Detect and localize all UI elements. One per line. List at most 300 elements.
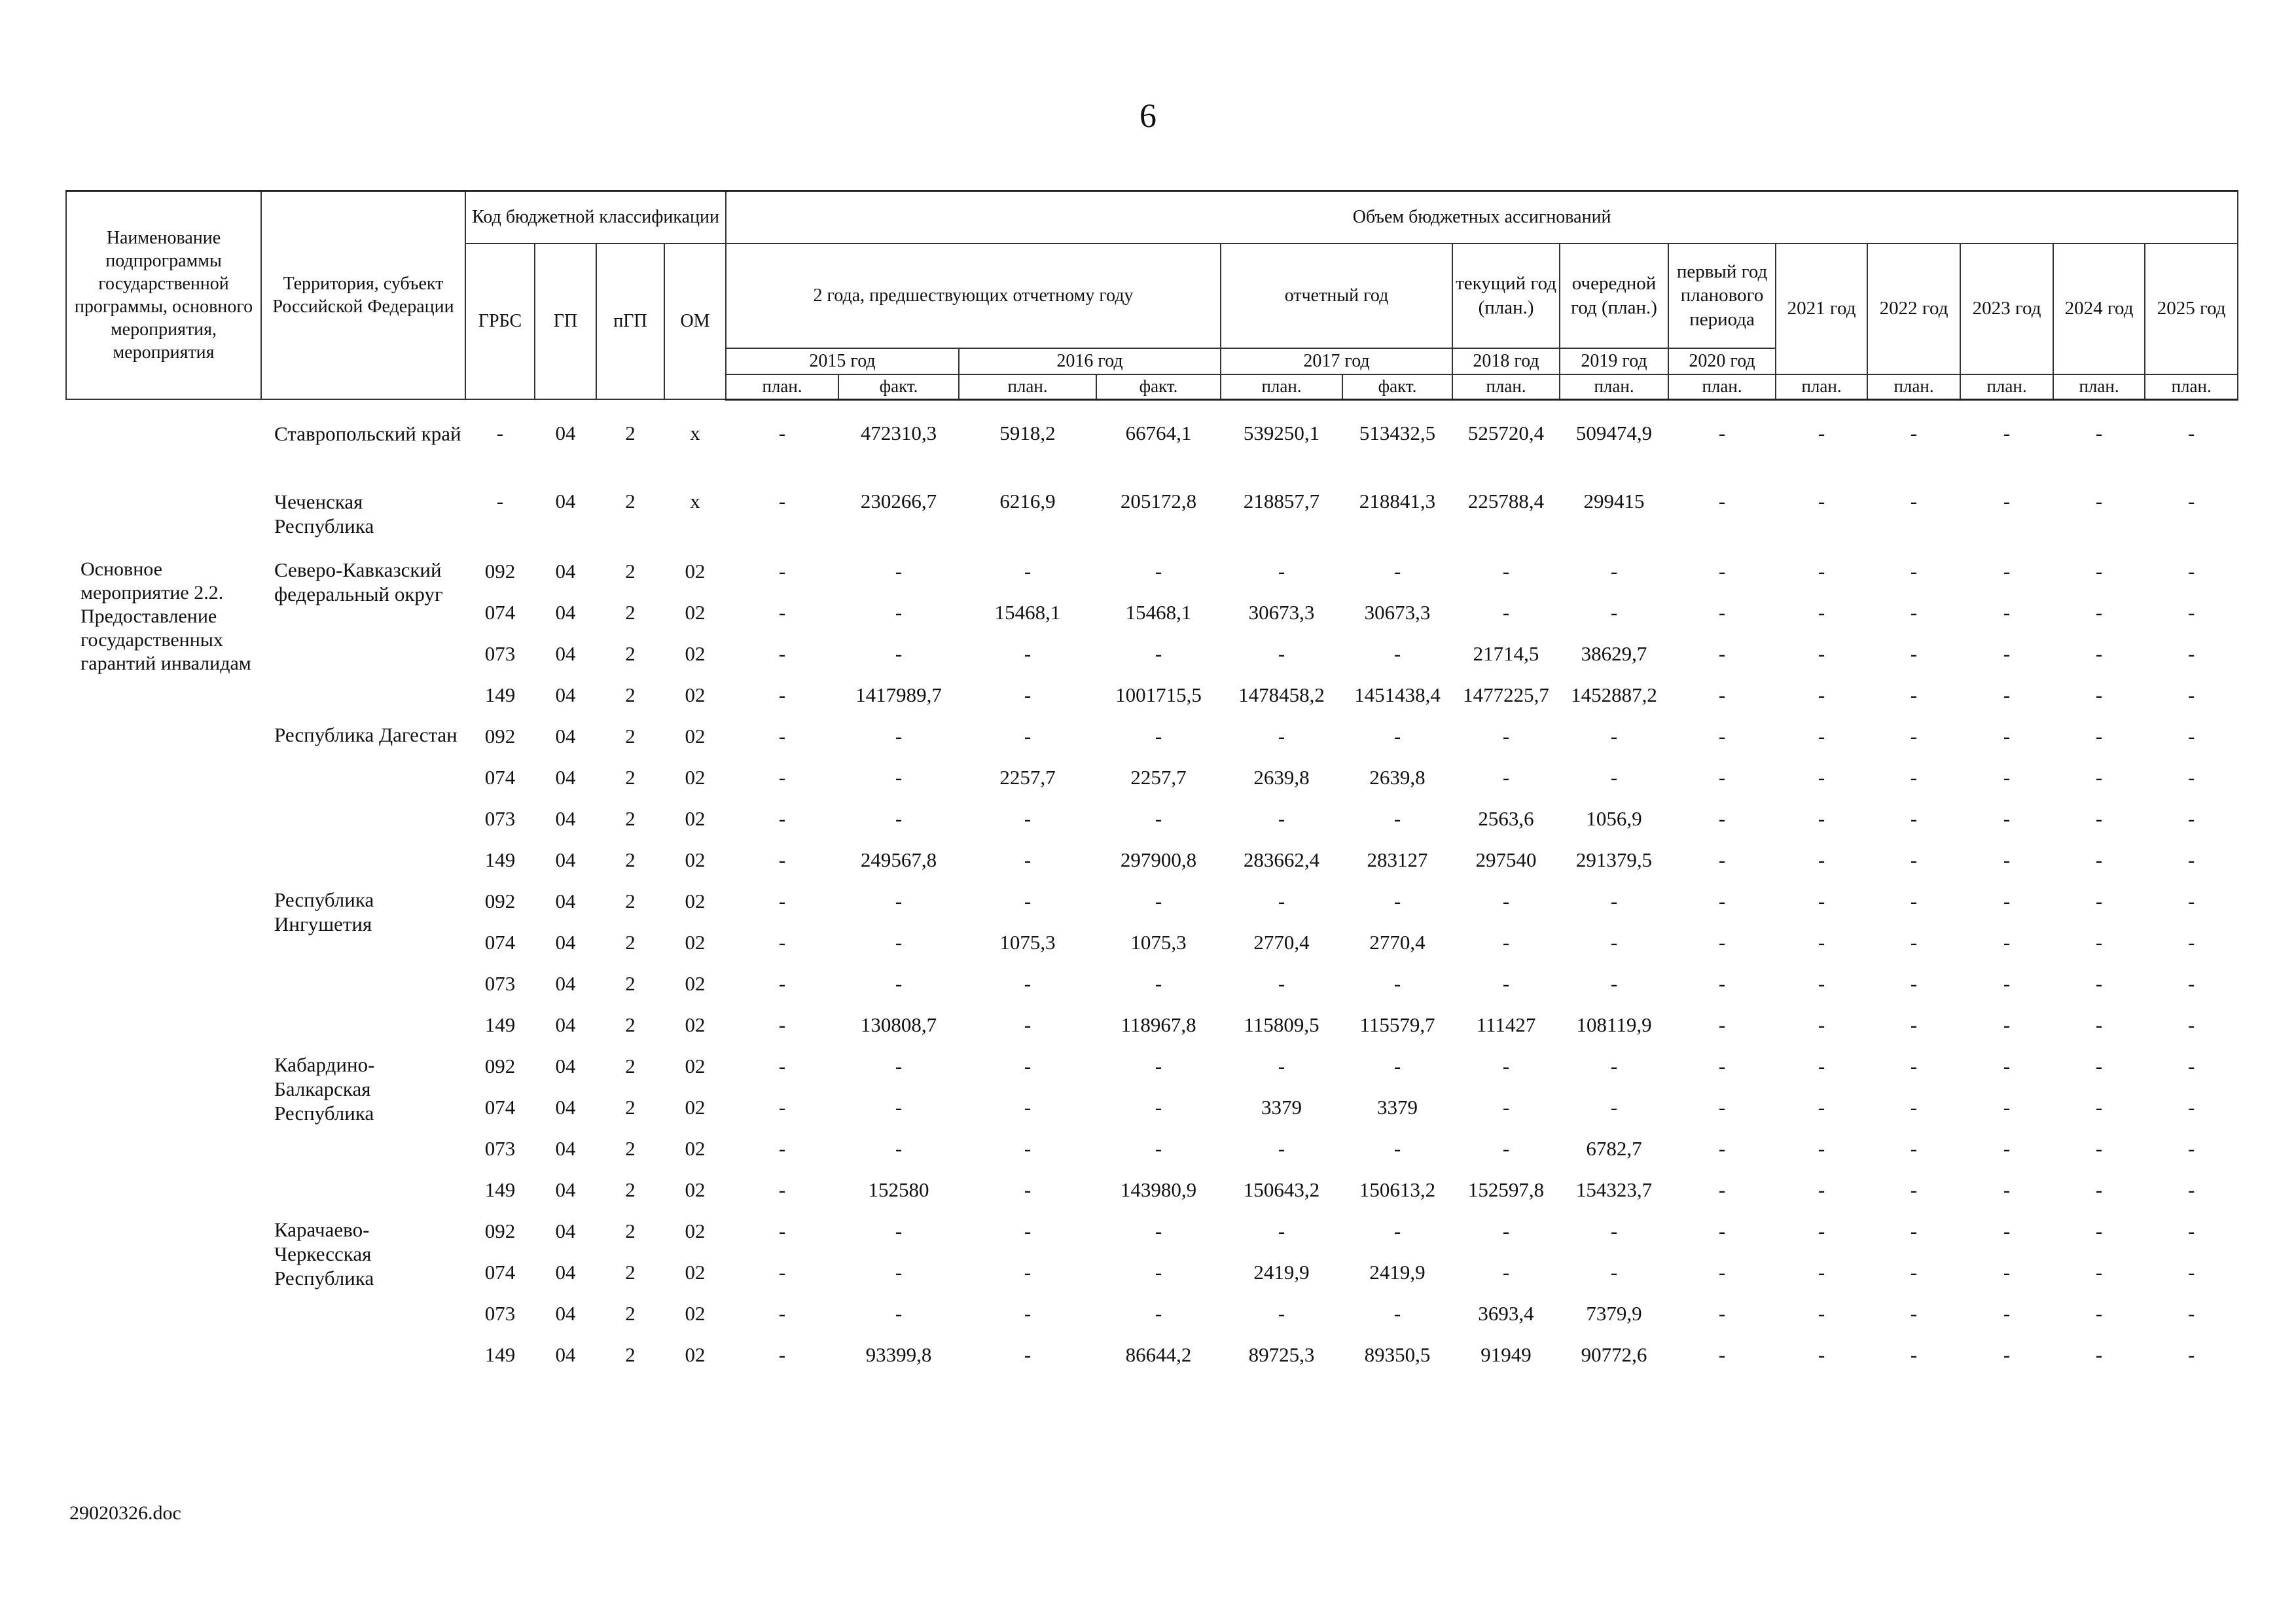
- code-om-cell: 02: [685, 1096, 706, 1119]
- code-om-cell: 02: [685, 1013, 706, 1036]
- value-cell: -: [1910, 807, 1918, 830]
- value-cell: 152580: [868, 1178, 929, 1201]
- value-cell: -: [2187, 890, 2195, 912]
- value-cell: -: [895, 1055, 903, 1077]
- code-pgp-cell: 2: [625, 848, 636, 871]
- code-gp-cell: 04: [555, 1261, 576, 1284]
- value-cell: -: [2095, 1137, 2103, 1160]
- value-cell: -: [1024, 725, 1031, 748]
- code-gp-cell: 04: [555, 560, 576, 583]
- value-cell: -: [1818, 642, 1825, 665]
- value-cell: 21714,5: [1473, 642, 1539, 665]
- code-om-cell: 02: [685, 1343, 706, 1366]
- value-cell: -: [1818, 931, 1825, 954]
- value-cell: 283662,4: [1243, 848, 1320, 871]
- value-cell: -: [1393, 1219, 1401, 1242]
- value-cell: -: [1818, 560, 1825, 583]
- value-cell: -: [1718, 890, 1726, 912]
- value-cell: -: [778, 890, 786, 912]
- code-gp-cell: 04: [555, 766, 576, 789]
- header-om: ОМ: [664, 244, 726, 400]
- value-cell: 91949: [1480, 1343, 1532, 1366]
- value-cell: -: [1910, 890, 1918, 912]
- code-grbs-cell: 092: [484, 890, 516, 912]
- value-cell: -: [1393, 1055, 1401, 1077]
- value-cell: -: [895, 725, 903, 748]
- header-gp: ГП: [535, 244, 596, 400]
- value-cell: -: [2187, 1302, 2195, 1325]
- value-cell: -: [1718, 1055, 1726, 1077]
- value-cell: -: [1910, 683, 1918, 706]
- value-cell: -: [1024, 1013, 1031, 1036]
- value-cell: -: [1278, 807, 1285, 830]
- value-cell: 1056,9: [1586, 807, 1642, 830]
- value-cell: 7379,9: [1586, 1302, 1642, 1325]
- value-cell: 1451438,4: [1354, 683, 1441, 706]
- value-cell: 291379,5: [1575, 848, 1653, 871]
- value-cell: -: [895, 601, 903, 624]
- code-om-cell: 02: [685, 560, 706, 583]
- value-cell: -: [1278, 890, 1285, 912]
- value-cell: -: [1278, 1219, 1285, 1242]
- value-cell: -: [2095, 848, 2103, 871]
- value-cell: 299415: [1583, 489, 1645, 513]
- value-cell: 1477225,7: [1463, 683, 1549, 706]
- value-cell: -: [2003, 1096, 2011, 1119]
- header-year-2019: 2019 год: [1560, 348, 1668, 374]
- code-gp-cell: 04: [555, 1178, 576, 1201]
- value-cell: -: [1393, 560, 1401, 583]
- value-cell: 150613,2: [1359, 1178, 1436, 1201]
- value-cell: -: [2187, 972, 2195, 995]
- value-cell: 525720,4: [1467, 421, 1545, 444]
- value-cell: -: [1024, 1302, 1031, 1325]
- value-cell: -: [1155, 725, 1162, 748]
- code-grbs-cell: 092: [484, 725, 516, 748]
- table-body: [66, 399, 2238, 1376]
- header-current-year: текущий год (план.): [1452, 244, 1560, 348]
- header-year-2025: 2025 год: [2145, 244, 2238, 374]
- budget-table: [65, 190, 2238, 1376]
- value-cell: 115809,5: [1244, 1013, 1319, 1036]
- value-cell: -: [895, 642, 903, 665]
- value-cell: -: [2095, 972, 2103, 995]
- value-cell: -: [2003, 1013, 2011, 1036]
- value-cell: -: [1502, 560, 1510, 583]
- value-cell: 3379: [1377, 1096, 1418, 1119]
- code-pgp-cell: 2: [625, 1178, 636, 1201]
- value-cell: -: [1155, 1055, 1162, 1077]
- header-volume-group: Объем бюджетных ассигнований: [726, 191, 2238, 244]
- value-cell: -: [778, 931, 786, 954]
- value-cell: -: [2187, 1137, 2195, 1160]
- value-cell: -: [1610, 1096, 1618, 1119]
- value-cell: -: [2187, 601, 2195, 624]
- value-cell: -: [1278, 642, 1285, 665]
- value-cell: -: [1718, 725, 1726, 748]
- code-pgp-cell: 2: [625, 1096, 636, 1119]
- value-cell: -: [2095, 421, 2103, 444]
- value-cell: -: [2095, 766, 2103, 789]
- code-gp-cell: 04: [555, 1302, 576, 1325]
- value-cell: -: [2187, 1013, 2195, 1036]
- value-cell: 1075,3: [999, 931, 1056, 954]
- value-cell: -: [2187, 1261, 2195, 1284]
- value-cell: -: [1610, 601, 1618, 624]
- value-cell: 3693,4: [1478, 1302, 1534, 1325]
- code-pgp-cell: 2: [625, 421, 636, 444]
- value-cell: -: [1818, 1096, 1825, 1119]
- value-cell: -: [1502, 1219, 1510, 1242]
- value-cell: 225788,4: [1467, 489, 1545, 513]
- code-om-cell: х: [690, 421, 700, 444]
- value-cell: -: [1910, 601, 1918, 624]
- value-cell: 297540: [1475, 848, 1537, 871]
- value-cell: -: [1024, 890, 1031, 912]
- value-cell: -: [1024, 1137, 1031, 1160]
- value-cell: -: [2187, 642, 2195, 665]
- value-cell: -: [2095, 725, 2103, 748]
- value-cell: -: [1393, 890, 1401, 912]
- value-cell: -: [1818, 890, 1825, 912]
- code-gp-cell: 04: [555, 725, 576, 748]
- value-cell: -: [1393, 1137, 1401, 1160]
- value-cell: -: [1818, 421, 1825, 444]
- value-cell: -: [2003, 890, 2011, 912]
- value-cell: -: [1718, 1137, 1726, 1160]
- value-cell: 2419,9: [1253, 1261, 1310, 1284]
- value-cell: -: [2187, 1219, 2195, 1242]
- measure-name-cell-empty: [66, 483, 261, 551]
- value-cell: -: [1718, 972, 1726, 995]
- measure-name-cell-empty: [66, 415, 261, 483]
- code-pgp-cell: 2: [625, 766, 636, 789]
- value-cell: -: [1818, 972, 1825, 995]
- value-cell: -: [1718, 601, 1726, 624]
- page-number: 6: [1139, 98, 1157, 135]
- value-cell: -: [2003, 1137, 2011, 1160]
- subheader-plan: план.: [1452, 374, 1560, 400]
- value-cell: -: [2095, 1096, 2103, 1119]
- value-cell: -: [2187, 725, 2195, 748]
- header-next-year: очередной год (план.): [1560, 244, 1668, 348]
- value-cell: -: [1155, 1137, 1162, 1160]
- document-filename: 29020326.doc: [69, 1502, 181, 1524]
- code-pgp-cell: 2: [625, 807, 636, 830]
- value-cell: -: [895, 890, 903, 912]
- value-cell: -: [2095, 1261, 2103, 1284]
- code-gp-cell: 04: [555, 848, 576, 871]
- value-cell: -: [1024, 1178, 1031, 1201]
- value-cell: -: [895, 1261, 903, 1284]
- code-gp-cell: 04: [555, 1137, 576, 1160]
- value-cell: -: [1024, 807, 1031, 830]
- code-pgp-cell: 2: [625, 972, 636, 995]
- value-cell: -: [1818, 601, 1825, 624]
- value-cell: -: [1155, 972, 1162, 995]
- header-year-2017: 2017 год: [1221, 348, 1452, 374]
- code-om-cell: 02: [685, 972, 706, 995]
- code-pgp-cell: 2: [625, 560, 636, 583]
- value-cell: -: [1818, 1013, 1825, 1036]
- code-pgp-cell: 2: [625, 1013, 636, 1036]
- code-grbs-cell: 073: [484, 1137, 516, 1160]
- header-year-2018: 2018 год: [1452, 348, 1560, 374]
- value-cell: 472310,3: [860, 421, 937, 444]
- value-cell: -: [1910, 1013, 1918, 1036]
- value-cell: -: [1718, 1219, 1726, 1242]
- code-pgp-cell: 2: [625, 489, 636, 513]
- value-cell: -: [2187, 766, 2195, 789]
- value-cell: -: [2095, 1343, 2103, 1366]
- value-cell: 297900,8: [1120, 848, 1197, 871]
- header-year-2022: 2022 год: [1867, 244, 1960, 374]
- header-pgp: пГП: [596, 244, 664, 400]
- value-cell: -: [778, 848, 786, 871]
- value-cell: -: [1718, 683, 1726, 706]
- value-cell: -: [2003, 1343, 2011, 1366]
- value-cell: -: [2003, 766, 2011, 789]
- value-cell: -: [1155, 890, 1162, 912]
- value-cell: -: [1818, 1261, 1825, 1284]
- code-gp-cell: 04: [555, 421, 576, 444]
- value-cell: 539250,1: [1243, 421, 1320, 444]
- code-om-cell: 02: [685, 848, 706, 871]
- subheader-plan: план.: [1776, 374, 1867, 400]
- value-cell: -: [2003, 725, 2011, 748]
- value-cell: 2639,8: [1369, 766, 1426, 789]
- value-cell: -: [1024, 1219, 1031, 1242]
- value-cell: -: [1278, 725, 1285, 748]
- value-cell: -: [1155, 1261, 1162, 1284]
- value-cell: -: [1610, 972, 1618, 995]
- code-gp-cell: 04: [555, 1096, 576, 1119]
- value-cell: -: [1502, 1096, 1510, 1119]
- code-gp-cell: 04: [555, 683, 576, 706]
- value-cell: -: [1818, 1219, 1825, 1242]
- value-cell: -: [778, 1302, 786, 1325]
- header-two-years: 2 года, предшествующих отчетному году: [726, 244, 1221, 348]
- code-pgp-cell: 2: [625, 1343, 636, 1366]
- value-cell: -: [895, 1096, 903, 1119]
- value-cell: -: [2187, 560, 2195, 583]
- value-cell: -: [2003, 1261, 2011, 1284]
- value-cell: -: [895, 972, 903, 995]
- value-cell: -: [1718, 560, 1726, 583]
- value-cell: -: [1155, 1219, 1162, 1242]
- value-cell: -: [2187, 1343, 2195, 1366]
- header-year-2015: 2015 год: [726, 348, 959, 374]
- value-cell: -: [778, 601, 786, 624]
- value-cell: -: [1910, 766, 1918, 789]
- code-gp-cell: 04: [555, 1343, 576, 1366]
- value-cell: -: [1910, 848, 1918, 871]
- value-cell: -: [1024, 848, 1031, 871]
- value-cell: -: [1910, 1055, 1918, 1077]
- code-pgp-cell: 2: [625, 683, 636, 706]
- value-cell: -: [2003, 683, 2011, 706]
- table-row: [66, 1046, 2238, 1087]
- code-grbs-cell: 074: [484, 601, 516, 624]
- table-row: [66, 551, 2238, 592]
- subheader-fact: факт.: [1342, 374, 1452, 400]
- value-cell: -: [2095, 1302, 2103, 1325]
- value-cell: 2257,7: [999, 766, 1056, 789]
- value-cell: -: [895, 931, 903, 954]
- value-cell: 89725,3: [1248, 1343, 1315, 1366]
- value-cell: 15468,1: [994, 601, 1061, 624]
- code-om-cell: 02: [685, 683, 706, 706]
- subheader-plan: план.: [1560, 374, 1668, 400]
- value-cell: -: [1910, 1343, 1918, 1366]
- value-cell: -: [1910, 642, 1918, 665]
- value-cell: 143980,9: [1120, 1178, 1197, 1201]
- value-cell: -: [2095, 931, 2103, 954]
- subheader-fact: факт.: [1096, 374, 1221, 400]
- value-cell: -: [1910, 1137, 1918, 1160]
- value-cell: -: [1502, 725, 1510, 748]
- value-cell: -: [1155, 1096, 1162, 1119]
- value-cell: -: [778, 972, 786, 995]
- header-year-2020: 2020 год: [1668, 348, 1776, 374]
- value-cell: -: [778, 683, 786, 706]
- code-om-cell: 02: [685, 642, 706, 665]
- value-cell: -: [1718, 766, 1726, 789]
- value-cell: -: [1818, 683, 1825, 706]
- value-cell: -: [2187, 1178, 2195, 1201]
- value-cell: -: [1818, 489, 1825, 513]
- value-cell: 249567,8: [860, 848, 937, 871]
- value-cell: -: [1718, 848, 1726, 871]
- code-grbs-cell: -: [496, 421, 504, 444]
- value-cell: -: [2003, 807, 2011, 830]
- value-cell: -: [1910, 1219, 1918, 1242]
- value-cell: 2639,8: [1253, 766, 1310, 789]
- value-cell: -: [778, 766, 786, 789]
- code-gp-cell: 04: [555, 807, 576, 830]
- value-cell: -: [778, 489, 786, 513]
- value-cell: -: [1910, 421, 1918, 444]
- value-cell: -: [1818, 1055, 1825, 1077]
- value-cell: -: [1393, 1302, 1401, 1325]
- value-cell: 513432,5: [1359, 421, 1436, 444]
- value-cell: 118967,8: [1121, 1013, 1196, 1036]
- value-cell: -: [1610, 1261, 1618, 1284]
- value-cell: -: [2187, 421, 2195, 444]
- value-cell: -: [1718, 642, 1726, 665]
- value-cell: -: [1278, 1302, 1285, 1325]
- header-name: Наименование подпрограммы государственной программы, основного мероприятия, мероприятия: [66, 191, 261, 400]
- value-cell: -: [895, 766, 903, 789]
- subheader-plan: план.: [1960, 374, 2053, 400]
- code-grbs-cell: 149: [484, 1013, 516, 1036]
- code-pgp-cell: 2: [625, 890, 636, 912]
- value-cell: -: [1910, 725, 1918, 748]
- value-cell: -: [1278, 1137, 1285, 1160]
- value-cell: -: [895, 1219, 903, 1242]
- measure-name-cell: Основное мероприятие 2.2. Предоставление государственных гарантий инвалидам: [81, 558, 251, 674]
- value-cell: -: [1610, 1055, 1618, 1077]
- value-cell: -: [1718, 1096, 1726, 1119]
- value-cell: -: [2003, 601, 2011, 624]
- value-cell: -: [2095, 489, 2103, 513]
- value-cell: -: [895, 1302, 903, 1325]
- subheader-plan: план.: [2145, 374, 2238, 400]
- value-cell: 38629,7: [1581, 642, 1647, 665]
- value-cell: -: [1278, 560, 1285, 583]
- value-cell: 154323,7: [1575, 1178, 1653, 1201]
- value-cell: -: [2003, 972, 2011, 995]
- value-cell: 3379: [1261, 1096, 1302, 1119]
- value-cell: -: [1718, 489, 1726, 513]
- code-grbs-cell: 074: [484, 1096, 516, 1119]
- value-cell: -: [778, 642, 786, 665]
- value-cell: -: [1718, 1302, 1726, 1325]
- value-cell: 130808,7: [860, 1013, 937, 1036]
- code-om-cell: 02: [685, 890, 706, 912]
- value-cell: -: [778, 1219, 786, 1242]
- value-cell: -: [778, 1178, 786, 1201]
- table-row: [66, 716, 2238, 757]
- value-cell: 509474,9: [1575, 421, 1653, 444]
- value-cell: -: [2095, 807, 2103, 830]
- value-cell: -: [2095, 1219, 2103, 1242]
- value-cell: -: [778, 807, 786, 830]
- territory-cell: Республика Дагестан: [274, 723, 457, 746]
- code-grbs-cell: 073: [484, 1302, 516, 1325]
- value-cell: -: [778, 1343, 786, 1366]
- value-cell: -: [778, 1013, 786, 1036]
- code-grbs-cell: 149: [484, 848, 516, 871]
- value-cell: -: [2003, 1055, 2011, 1077]
- value-cell: -: [778, 725, 786, 748]
- subheader-plan: план.: [1867, 374, 1960, 400]
- value-cell: -: [1502, 601, 1510, 624]
- value-cell: 283127: [1367, 848, 1428, 871]
- value-cell: -: [1910, 1096, 1918, 1119]
- value-cell: -: [1910, 972, 1918, 995]
- value-cell: -: [1155, 560, 1162, 583]
- value-cell: -: [2187, 1096, 2195, 1119]
- code-om-cell: 02: [685, 601, 706, 624]
- value-cell: -: [1278, 972, 1285, 995]
- value-cell: -: [1502, 1137, 1510, 1160]
- table-row: [66, 415, 2238, 483]
- value-cell: -: [2003, 1302, 2011, 1325]
- value-cell: 2770,4: [1369, 931, 1426, 954]
- value-cell: -: [1502, 931, 1510, 954]
- subheader-plan: план.: [726, 374, 838, 400]
- code-pgp-cell: 2: [625, 725, 636, 748]
- value-cell: 152597,8: [1467, 1178, 1545, 1201]
- value-cell: -: [1818, 1178, 1825, 1201]
- value-cell: 2257,7: [1130, 766, 1187, 789]
- code-pgp-cell: 2: [625, 1137, 636, 1160]
- value-cell: -: [2095, 890, 2103, 912]
- value-cell: -: [1024, 1343, 1031, 1366]
- subheader-plan: план.: [959, 374, 1096, 400]
- code-grbs-cell: 073: [484, 807, 516, 830]
- value-cell: -: [778, 1096, 786, 1119]
- code-om-cell: 02: [685, 807, 706, 830]
- header-code-group: Код бюджетной классификации: [465, 191, 726, 244]
- value-cell: -: [1024, 1261, 1031, 1284]
- value-cell: -: [2095, 560, 2103, 583]
- value-cell: -: [2003, 560, 2011, 583]
- value-cell: 5918,2: [999, 421, 1056, 444]
- value-cell: -: [1910, 489, 1918, 513]
- value-cell: -: [1910, 1178, 1918, 1201]
